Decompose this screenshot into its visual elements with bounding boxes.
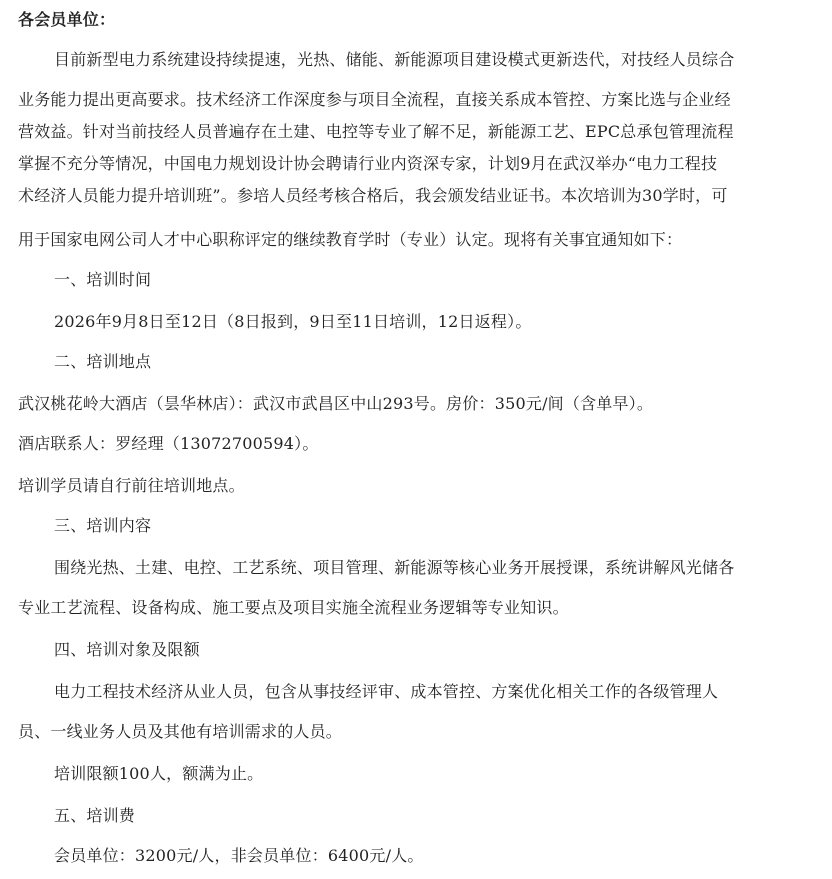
intro-paragraph-line: 目前新型电力系统建设持续提速，光热、储能、新能源项目建设模式更新迭代，对技经人员综合 bbox=[54, 50, 735, 69]
audience-paragraph-line: 员、一线业务人员及其他有培训需求的人员。 bbox=[18, 722, 343, 741]
intro-paragraph-line: 业务能力提出更高要求。技术经济工作深度参与项目全流程，直接关系成本管控、方案比选与企业经 bbox=[18, 90, 731, 109]
training-time-line: 2026年9月8日至12日（8日报到，9日至11日培训，12日返程）。 bbox=[54, 312, 532, 331]
location-note-line: 培训学员请自行前往培训地点。 bbox=[18, 476, 245, 495]
intro-paragraph-line: 营效益。针对当前技经人员普遍存在土建、电控等专业了解不足，新能源工艺、EPC总承包管理流程 bbox=[18, 122, 734, 141]
hotel-address-line: 武汉桃花岭大酒店（昙华林店）：武汉市武昌区中山293号。房价：350元/间（含单早）。 bbox=[18, 394, 654, 413]
intro-paragraph-line: 术经济人员能力提升培训班”。参培人员经考核合格后，我会颁发结业证书。本次培训为30学时，可 bbox=[18, 186, 728, 205]
section-heading-fee: 五、培训费 bbox=[54, 806, 136, 825]
hotel-contact-line: 酒店联系人：罗经理（13072700594）。 bbox=[18, 434, 319, 453]
quota-line: 培训限额100人，额满为止。 bbox=[54, 764, 264, 783]
fee-line: 会员单位：3200元/人，非会员单位：6400元/人。 bbox=[54, 846, 424, 865]
salutation: 各会员单位： bbox=[18, 10, 116, 29]
section-heading-time: 一、培训时间 bbox=[54, 270, 152, 289]
intro-paragraph-line: 用于国家电网公司人才中心职称评定的继续教育学时（专业）认定。现将有关事宜通知如下： bbox=[18, 230, 683, 249]
content-paragraph-line: 专业工艺流程、设备构成、施工要点及项目实施全流程业务逻辑等专业知识。 bbox=[18, 598, 569, 617]
section-heading-location: 二、培训地点 bbox=[54, 352, 152, 371]
section-heading-audience: 四、培训对象及限额 bbox=[54, 640, 200, 659]
intro-paragraph-line: 掌握不充分等情况，中国电力规划设计协会聘请行业内资深专家，计划9月在武汉举办“电力工程技 bbox=[18, 154, 718, 173]
content-paragraph-line: 围绕光热、土建、电控、工艺系统、项目管理、新能源等核心业务开展授课，系统讲解风光储各 bbox=[54, 558, 735, 577]
section-heading-content: 三、培训内容 bbox=[54, 516, 152, 535]
audience-paragraph-line: 电力工程技术经济从业人员，包含从事技经评审、成本管控、方案优化相关工作的各级管理人 bbox=[54, 682, 719, 701]
